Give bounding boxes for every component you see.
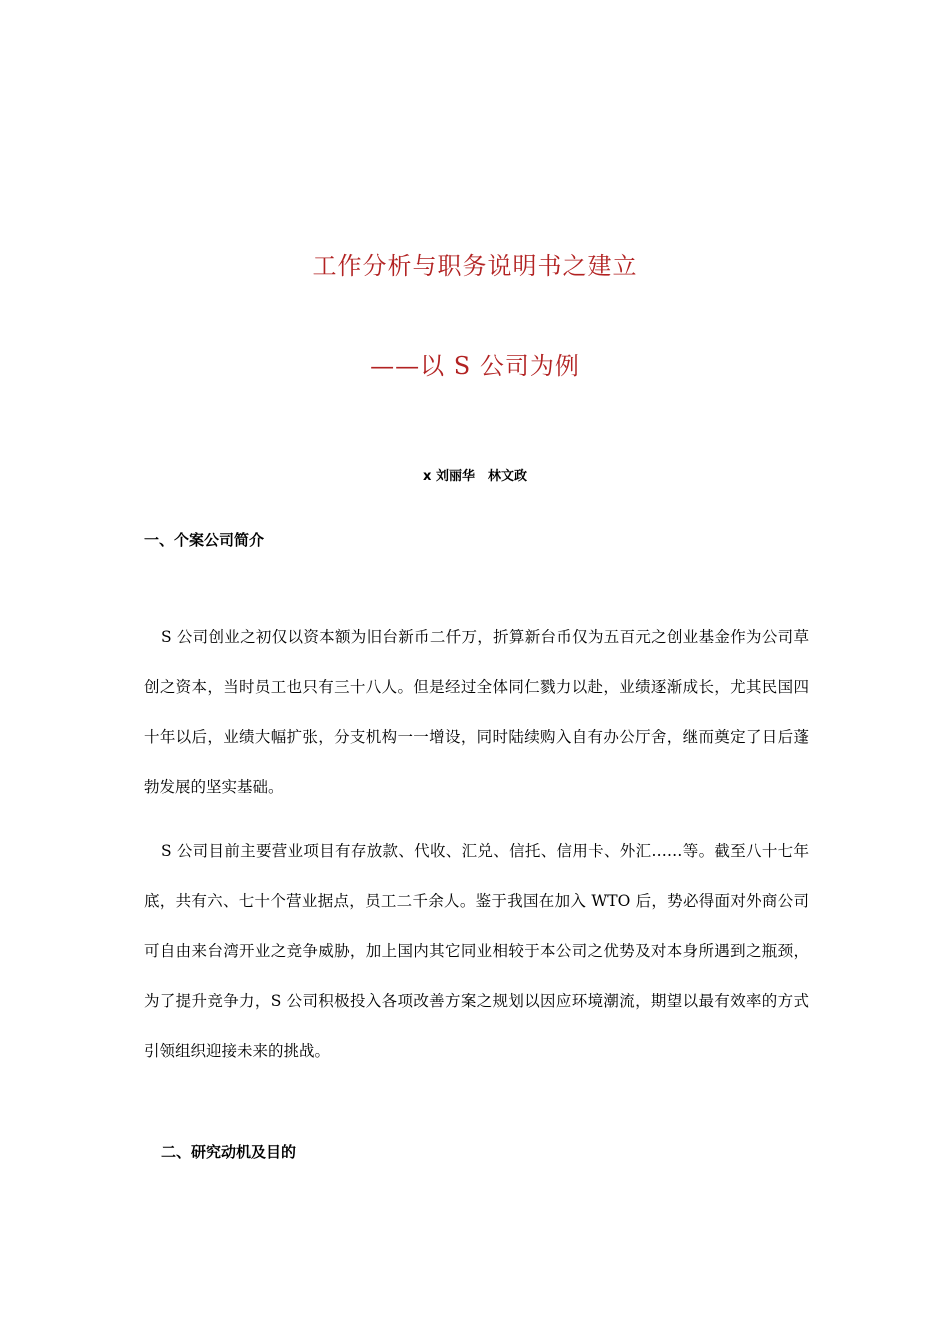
document-title: 工作分析与职务说明书之建立 <box>312 252 638 280</box>
document-subtitle: ——以 S 公司为例 <box>370 352 580 380</box>
section-heading-2: 二、研究动机及目的 <box>161 1143 297 1161</box>
body-paragraph-1: S 公司创业之初仅以资本额为旧台新币二仟万，折算新台币仅为五百元之创业基金作为公司草创之资本，当时员工也只有三十八人。但是经过全体同仁戮力以赴，业绩逐渐成长，尤其民国四十年以后，业绩大幅扩张，分支机构一一增设，同时陆续购入自有办公厅舍，继而奠定了日后蓬勃发展的坚实基础。 <box>144 628 809 796</box>
author-line: x 刘丽华 林文政 <box>423 469 527 484</box>
body-paragraph-2: S 公司目前主要营业项目有存放款、代收、汇兑、信托、信用卡、外汇……等。截至八十七年底，共有六、七十个营业据点，员工二千余人。鉴于我国在加入 WTO 后，势必得面对外商公司可自由来台湾开业之竞争威胁，加上国内其它同业相较于本公司之优势及对本身所遇到之瓶颈，为了提升竞争力，S 公司积极投入各项改善方案之规划以因应环境潮流，期望以最有效率的方式引领组织迎接未来的挑战。 <box>144 842 809 1060</box>
section-heading-1: 一、个案公司简介 <box>144 531 265 549</box>
